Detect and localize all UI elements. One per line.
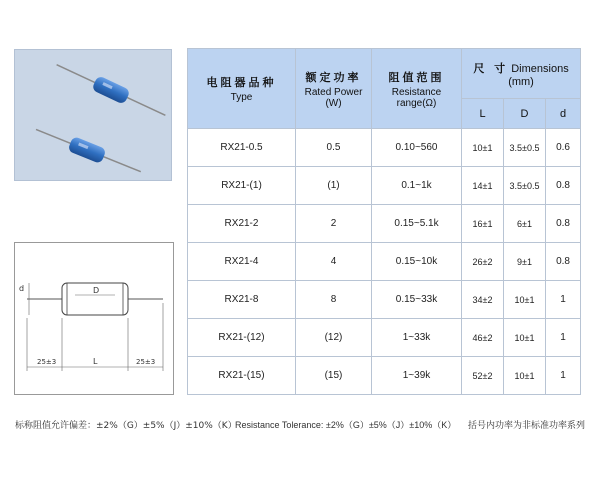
label-d: d: [19, 284, 25, 293]
label-L: L: [93, 357, 98, 366]
cell-L: 52±2: [462, 357, 504, 395]
table-row: [188, 129, 581, 167]
product-photo: [14, 49, 172, 181]
label-left-length: 25±3: [37, 358, 57, 366]
cell-D: 3.5±0.5: [504, 167, 546, 205]
cell-d: 0.8: [546, 167, 581, 205]
cell-power: (15): [296, 357, 372, 395]
cell-D: 10±1: [504, 319, 546, 357]
table-row: [188, 167, 581, 205]
cell-range: 1~33k: [372, 319, 462, 357]
resistor-photo-illustration: [15, 50, 171, 180]
cell-range: 0.15~33k: [372, 281, 462, 319]
header-dimensions-en: Dimensions (mm): [508, 62, 569, 88]
cell-d: 1: [546, 357, 581, 395]
cell-type: RX21-(15): [188, 357, 296, 395]
cell-power: (1): [296, 167, 372, 205]
cell-range: 1~39k: [372, 357, 462, 395]
dimension-diagram: [14, 242, 174, 395]
label-right-length: 25±3: [136, 358, 156, 366]
header-range: [372, 49, 462, 129]
cell-type: RX21-(12): [188, 319, 296, 357]
cell-d: 1: [546, 281, 581, 319]
cell-L: 34±2: [462, 281, 504, 319]
table-row: [188, 205, 581, 243]
cell-range: 0.1~1k: [372, 167, 462, 205]
cell-L: 14±1: [462, 167, 504, 205]
cell-L: 10±1: [462, 129, 504, 167]
cell-D: 9±1: [504, 243, 546, 281]
header-type: [188, 49, 296, 129]
header-range-en: Resistance range(Ω): [391, 86, 442, 109]
cell-D: 6±1: [504, 205, 546, 243]
cell-power: 0.5: [296, 129, 372, 167]
header-L: L: [462, 99, 504, 129]
table-row: [188, 357, 581, 395]
header-d: d: [546, 99, 581, 129]
tolerance-note-en: Resistance Tolerance: ±2%（G）±5%（J）±10%（K）: [235, 420, 457, 430]
tolerance-note-zh: 标称阻值允许偏差：±2%（G）±5%（J）±10%（K）: [15, 421, 237, 431]
cell-d: 0.6: [546, 129, 581, 167]
cell-type: RX21-4: [188, 243, 296, 281]
cell-type: RX21-0.5: [188, 129, 296, 167]
table-row: [188, 243, 581, 281]
header-power-zh: 额定功率: [305, 70, 362, 84]
cell-range: 0.15~5.1k: [372, 205, 462, 243]
cell-d: 0.8: [546, 205, 581, 243]
cell-L: 16±1: [462, 205, 504, 243]
cell-d: 0.8: [546, 243, 581, 281]
cell-power: (12): [296, 319, 372, 357]
cell-D: 3.5±0.5: [504, 129, 546, 167]
table-row: [188, 281, 581, 319]
table-row: [188, 319, 581, 357]
cell-L: 26±2: [462, 243, 504, 281]
header-dimensions: [462, 49, 581, 99]
header-range-zh: 阻值范围: [388, 70, 445, 84]
cell-power: 4: [296, 243, 372, 281]
cell-power: 8: [296, 281, 372, 319]
nonstandard-power-note: 括号内功率为非标准功率系列: [468, 421, 586, 431]
cell-range: 0.15~10k: [372, 243, 462, 281]
cell-range: 0.10~560: [372, 129, 462, 167]
spec-table: [187, 48, 581, 395]
dimension-drawing: [15, 243, 173, 394]
cell-D: 10±1: [504, 357, 546, 395]
cell-D: 10±1: [504, 281, 546, 319]
cell-type: RX21-8: [188, 281, 296, 319]
header-type-zh: 电阻器品种: [206, 76, 277, 89]
resistor-2: [33, 122, 144, 179]
cell-type: RX21-2: [188, 205, 296, 243]
resistor-1: [53, 57, 169, 122]
header-dimensions-zh: 尺 寸: [473, 61, 509, 75]
cell-type: RX21-(1): [188, 167, 296, 205]
header-D: D: [504, 99, 546, 129]
cell-L: 46±2: [462, 319, 504, 357]
header-power-en: Rated Power (W): [304, 86, 363, 109]
cell-power: 2: [296, 205, 372, 243]
header-type-en: Type: [230, 92, 253, 103]
header-power: [296, 49, 372, 129]
label-D: D: [93, 286, 100, 295]
cell-d: 1: [546, 319, 581, 357]
